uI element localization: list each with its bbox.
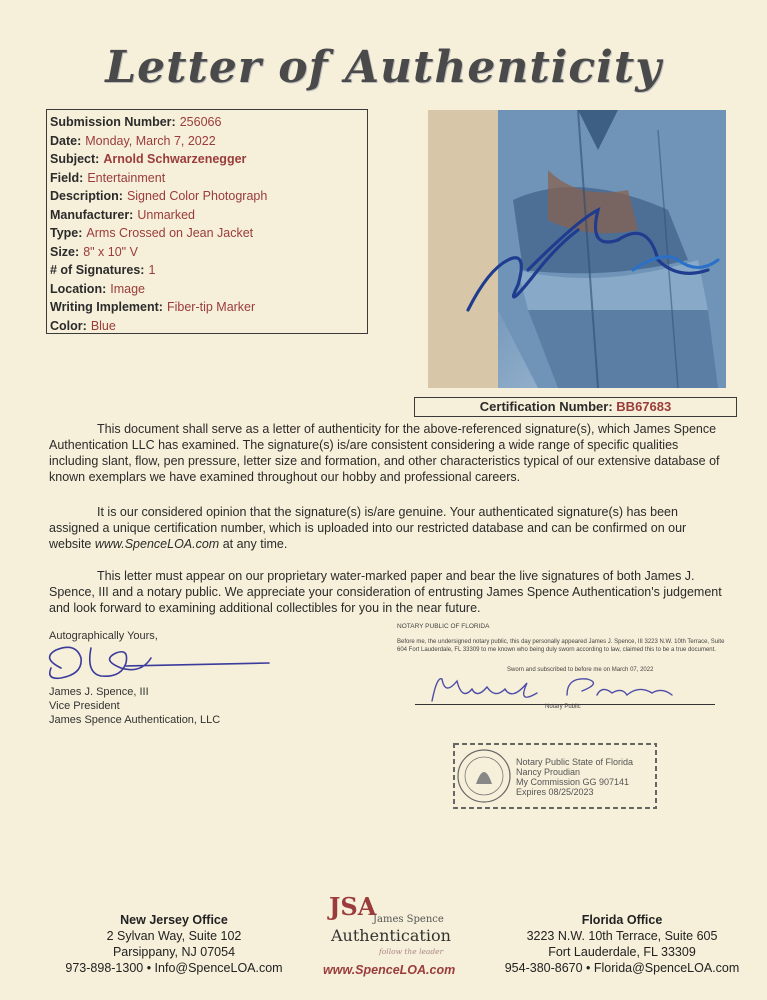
detail-row [50, 150, 367, 169]
detail-label: Submission Number: [50, 115, 176, 129]
detail-row [50, 187, 367, 206]
detail-label: Description: [50, 189, 123, 203]
fl-address-2: Fort Lauderdale, FL 33309 [548, 945, 696, 959]
detail-value: Image [110, 281, 145, 296]
paragraph-2-end: at any time. [219, 537, 288, 551]
detail-label: Manufacturer: [50, 207, 134, 222]
notary-body: Before me, the undersigned notary public, this day personally appeared James J. Spence, III 3223 N.W. 10th Terrace, Suite 604 Fort Lauderdale, FL 33309 to me known who being duly sworn according to law, claimed this to be a true document. [397, 639, 725, 653]
detail-label: Writing Implement: [50, 300, 163, 314]
seal-line: Expires 08/25/2023 [516, 787, 594, 797]
seal-line: Notary Public State of Florida [516, 757, 634, 767]
paragraph-1 [49, 421, 729, 485]
detail-row [50, 317, 367, 336]
closing-text: Autographically Yours, [49, 630, 158, 642]
detail-row [50, 132, 367, 151]
detail-value: Unmarked [137, 207, 196, 222]
signatory-company: James Spence Authentication, LLC [49, 714, 221, 726]
detail-label: Date: [50, 133, 82, 148]
detail-value: Arms Crossed on Jean Jacket [86, 226, 254, 240]
notary-seal-stamp [450, 740, 660, 812]
certification-box [414, 397, 737, 417]
signatory-title: Vice President [49, 700, 120, 712]
logo-authentication: Authentication [331, 926, 451, 945]
detail-value: 1 [148, 263, 156, 277]
notary-header: NOTARY PUBLIC OF FLORIDA [397, 623, 490, 630]
fl-address-1: 3223 N.W. 10th Terrace, Suite 605 [526, 929, 718, 943]
detail-value: Monday, March 7, 2022 [85, 133, 216, 148]
nj-address-2: Parsippany, NJ 07054 [112, 945, 236, 959]
logo-tagline: follow the leader [379, 947, 444, 956]
paragraph-3-text: This letter must appear on our proprietary water-marked paper and bear the live signatures of both James J. Spence, III and a notary public. We appreciate your consideration of entrusting James Spence Authentication's judgement and look forward to examining additional collectibles for you in the near future. [49, 569, 722, 615]
detail-value: 8" x 10" V [83, 244, 138, 259]
signatory-block [49, 630, 309, 730]
detail-row [50, 169, 367, 188]
signatory-name: James J. Spence, III [49, 686, 149, 698]
certification-label: Certification Number: [479, 399, 613, 414]
detail-label: Size: [50, 244, 80, 259]
seal-line: My Commission GG 907141 [516, 777, 630, 787]
spence-signature-image [31, 638, 271, 686]
paragraph-1-text: This document shall serve as a letter of authenticity for the above-referenced signature(s), which James Spence Authentication LLC has examined. The signature(s) is/are consistent considering a wide range of specific qualities including slant, flow, pen pressure, letter size and formation, and other characteristics typical of our extensive database of known exemplars we have examined throughout our hobby and professional careers. [49, 422, 720, 484]
detail-label: # of Signatures: [50, 263, 145, 277]
notary-sworn: Sworn and subscribed to before me on March 07, 2022 [507, 667, 654, 673]
detail-label: Type: [50, 226, 83, 240]
signed-photo-image [428, 110, 726, 388]
logo-jsa: JSA [329, 892, 377, 921]
nj-office-name: New Jersey Office [120, 913, 228, 927]
details-box [46, 109, 368, 334]
detail-value: Arnold Schwarzenegger [103, 152, 247, 166]
logo-website: www.SpenceLOA.com [323, 963, 456, 977]
detail-label: Color: [50, 318, 87, 333]
fl-contact: 954-380-8670 • Florida@SpenceLOA.com [504, 961, 740, 975]
seal-line: Nancy Proudian [516, 767, 581, 777]
detail-row [50, 280, 367, 299]
detail-value: Blue [90, 318, 116, 333]
paragraph-2-text: It is our considered opinion that the signature(s) is/are genuine. Your authenticated signature(s) has been assigned a unique certification number, which is uploaded into our restricted database and can be confirmed on our website [49, 505, 687, 551]
detail-label: Subject: [50, 152, 100, 166]
logo-james-spence: James Spence [373, 914, 444, 925]
detail-label: Location: [50, 281, 107, 296]
fl-office-name: Florida Office [581, 913, 663, 927]
fl-office [497, 912, 747, 976]
nj-contact: 973-898-1300 • Info@SpenceLOA.com [65, 961, 283, 975]
detail-row [50, 261, 367, 280]
paragraph-2 [49, 504, 729, 552]
detail-value: Signed Color Photograph [126, 189, 268, 203]
detail-value: Fiber-tip Marker [166, 300, 256, 314]
certification-number: BB67683 [616, 399, 672, 414]
nj-office [49, 912, 299, 976]
detail-row [50, 206, 367, 225]
detail-row [50, 113, 367, 132]
document-title: Letter of Authenticity [105, 42, 662, 93]
notary-signature-image [417, 671, 697, 707]
website-text: www.SpenceLOA.com [94, 537, 220, 551]
detail-label: Field: [50, 170, 84, 185]
detail-row [50, 243, 367, 262]
paragraph-3 [49, 568, 729, 616]
detail-value: Entertainment [87, 170, 166, 185]
detail-value: 256066 [179, 115, 222, 129]
notary-label: Notary Public [545, 704, 581, 710]
jsa-logo [313, 892, 463, 987]
detail-row [50, 224, 367, 243]
detail-row [50, 298, 367, 317]
seal-text [516, 757, 633, 797]
nj-address-1: 2 Sylvan Way, Suite 102 [106, 929, 242, 943]
